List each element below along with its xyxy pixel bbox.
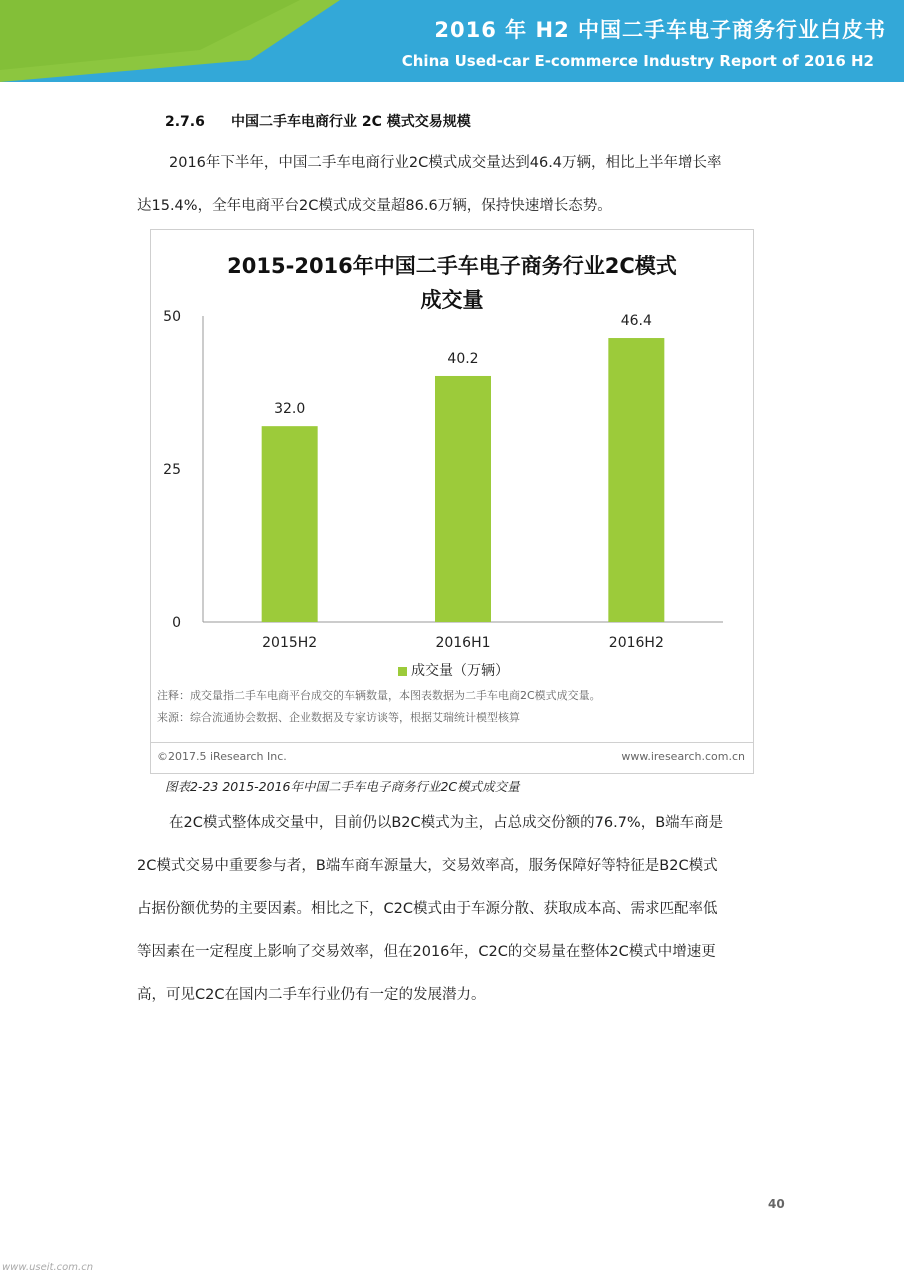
header-title: 2016 年 H2 中国二手车电子商务行业白皮书 — [434, 18, 886, 42]
paragraph-line: 达15.4%，全年电商平台2C模式成交量超86.6万辆，保持快速增长态势。 — [137, 198, 612, 214]
figure-caption: 图表2-23 2015-2016年中国二手车电子商务行业2C模式成交量 — [165, 779, 520, 794]
paragraph-line: 在2C模式整体成交量中，目前仍以B2C模式为主，占总成交份额的76.7%，B端车商是 — [169, 815, 724, 831]
x-tick-label: 2016H1 — [435, 635, 491, 651]
section-title: 中国二手车电商行业 2C 模式交易规模 — [231, 114, 471, 130]
chart-source: 来源：综合流通协会数据、企业数据及专家访谈等，根据艾瑞统计模型核算 — [157, 711, 520, 724]
y-tick-label: 25 — [163, 462, 181, 478]
paragraph-line: 2016年下半年，中国二手车电商行业2C模式成交量达到46.4万辆，相比上半年增长率 — [169, 155, 722, 171]
legend-swatch — [398, 667, 407, 676]
bar-value-label: 46.4 — [620, 313, 652, 330]
chart-divider — [151, 742, 753, 743]
y-tick-label: 0 — [172, 615, 181, 631]
x-tick-label: 2016H2 — [608, 635, 664, 651]
paragraph-line: 等因素在一定程度上影响了交易效率，但在2016年，C2C的交易量在整体2C模式中增速更 — [137, 944, 716, 960]
bar — [608, 338, 664, 622]
paragraph-line: 2C模式交易中重要参与者，B端车商车源量大，交易效率高，服务保障好等特征是B2C模式 — [137, 858, 718, 874]
chart-frame — [150, 229, 754, 774]
chart-legend — [398, 660, 509, 680]
page-number: 40 — [768, 1197, 785, 1211]
chart-copyright: ©2017.5 iResearch Inc. — [157, 750, 287, 763]
chart-title-line1: 2015-2016年中国二手车电子商务行业2C模式 — [227, 254, 677, 278]
chart-title-line2: 成交量 — [420, 288, 484, 312]
x-tick-label: 2015H2 — [262, 635, 318, 651]
bar-value-label: 40.2 — [447, 350, 479, 367]
y-tick-label: 50 — [163, 309, 181, 325]
chart-website: www.iresearch.com.cn — [621, 750, 745, 763]
paragraph-2 — [137, 812, 777, 1027]
paragraph-1 — [137, 152, 777, 238]
bar — [262, 426, 318, 622]
bar — [435, 376, 491, 622]
section-heading — [165, 111, 471, 131]
legend-label: 成交量（万辆） — [411, 663, 509, 679]
paragraph-line: 占据份额优势的主要因素。相比之下，C2C模式由于车源分散、获取成本高、需求匹配率低 — [137, 901, 718, 917]
watermark: www.useit.com.cn — [2, 1262, 94, 1273]
bar-chart — [151, 230, 753, 660]
chart-note: 注释：成交量指二手车电商平台成交的车辆数量，本图表数据为二手车电商2C模式成交量。 — [157, 689, 601, 702]
section-number: 2.7.6 — [165, 114, 205, 130]
paragraph-line: 高，可见C2C在国内二手车行业仍有一定的发展潜力。 — [137, 987, 486, 1003]
bar-value-label: 32.0 — [274, 401, 306, 418]
page-header — [0, 0, 904, 82]
header-subtitle: China Used-car E-commerce Industry Report of 2016 H2 — [401, 52, 874, 70]
